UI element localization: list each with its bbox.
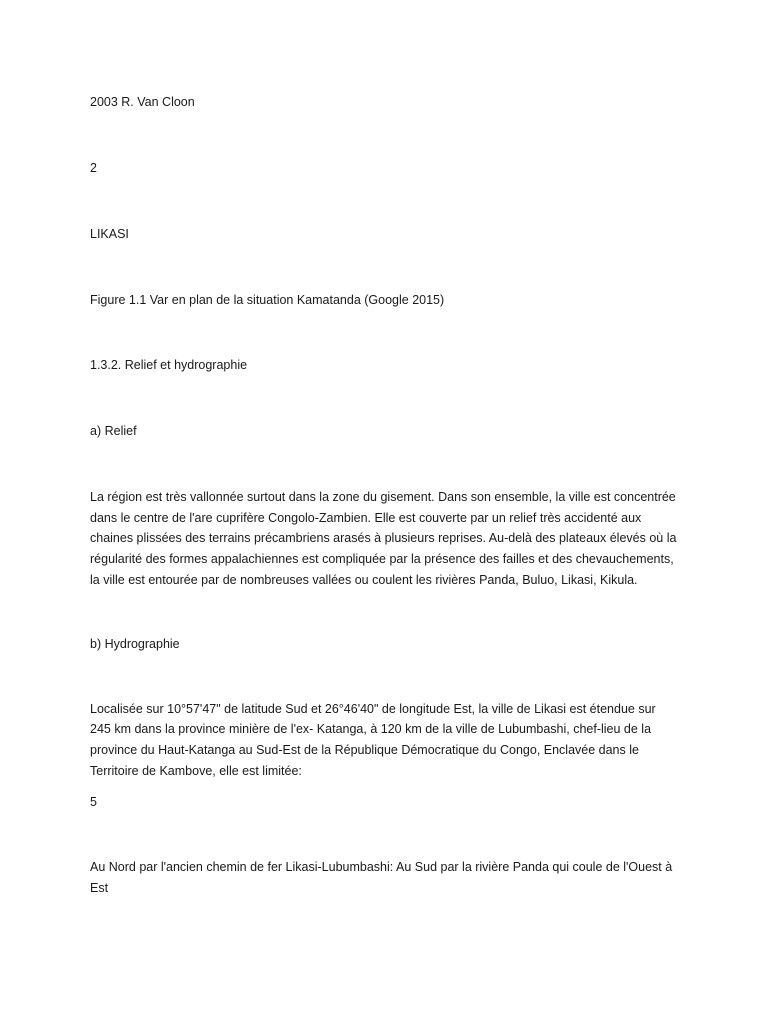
relief-line: La région est très vallonnée surtout dans la zone du gisement. Dans son ensemble, la ville est concentrée <box>90 490 676 504</box>
header-line: 2003 R. Van Cloon <box>90 95 195 109</box>
subsection-hydrography-heading: b) Hydrographie <box>90 637 180 651</box>
relief-line: chaines plissées des terrains précambriens arasés à plusieurs reprises. Au-delà des plateaux élevés où la <box>90 531 677 545</box>
hydrography-line: Localisée sur 10°57'47" de latitude Sud et 26°46'40" de longitude Est, la ville de Likasi est étendue sur <box>90 702 656 716</box>
hydrography-line: 245 km dans la province minière de l'ex- Katanga, à 120 km de la ville de Lubumbashi, chef-lieu de la <box>90 722 652 736</box>
boundary-line: Au Nord par l'ancien chemin de fer Likasi-Lubumbashi: Au Sud par la rivière Panda qui coule de l'Ouest à <box>90 860 673 874</box>
page-number-top: 2 <box>90 161 97 175</box>
figure-caption: Figure 1.1 Var en plan de la situation Kamatanda (Google 2015) <box>90 293 445 307</box>
page-number-mid: 5 <box>90 795 97 809</box>
hydrography-line: Territoire de Kambove, elle est limitée: <box>90 764 302 778</box>
relief-line: régularité des formes appalachiennes est compliquée par la présence des failles et des chevauchements, <box>90 552 674 566</box>
place-name: LIKASI <box>90 227 129 241</box>
subsection-relief-heading: a) Relief <box>90 424 137 438</box>
hydrography-line: province du Haut-Katanga au Sud-Est de la République Démocratique du Congo, Enclavée dans le <box>90 743 639 757</box>
relief-line: dans le centre de l'are cuprifère Congolo-Zambien. Elle est couverte par un relief très accidenté aux <box>90 511 642 525</box>
section-heading: 1.3.2. Relief et hydrographie <box>90 358 248 372</box>
relief-line: la ville est entourée par de nombreuses vallées ou coulent les rivières Panda, Buluo, Likasi, Kikula. <box>90 573 638 587</box>
boundary-line: Est <box>90 881 109 895</box>
